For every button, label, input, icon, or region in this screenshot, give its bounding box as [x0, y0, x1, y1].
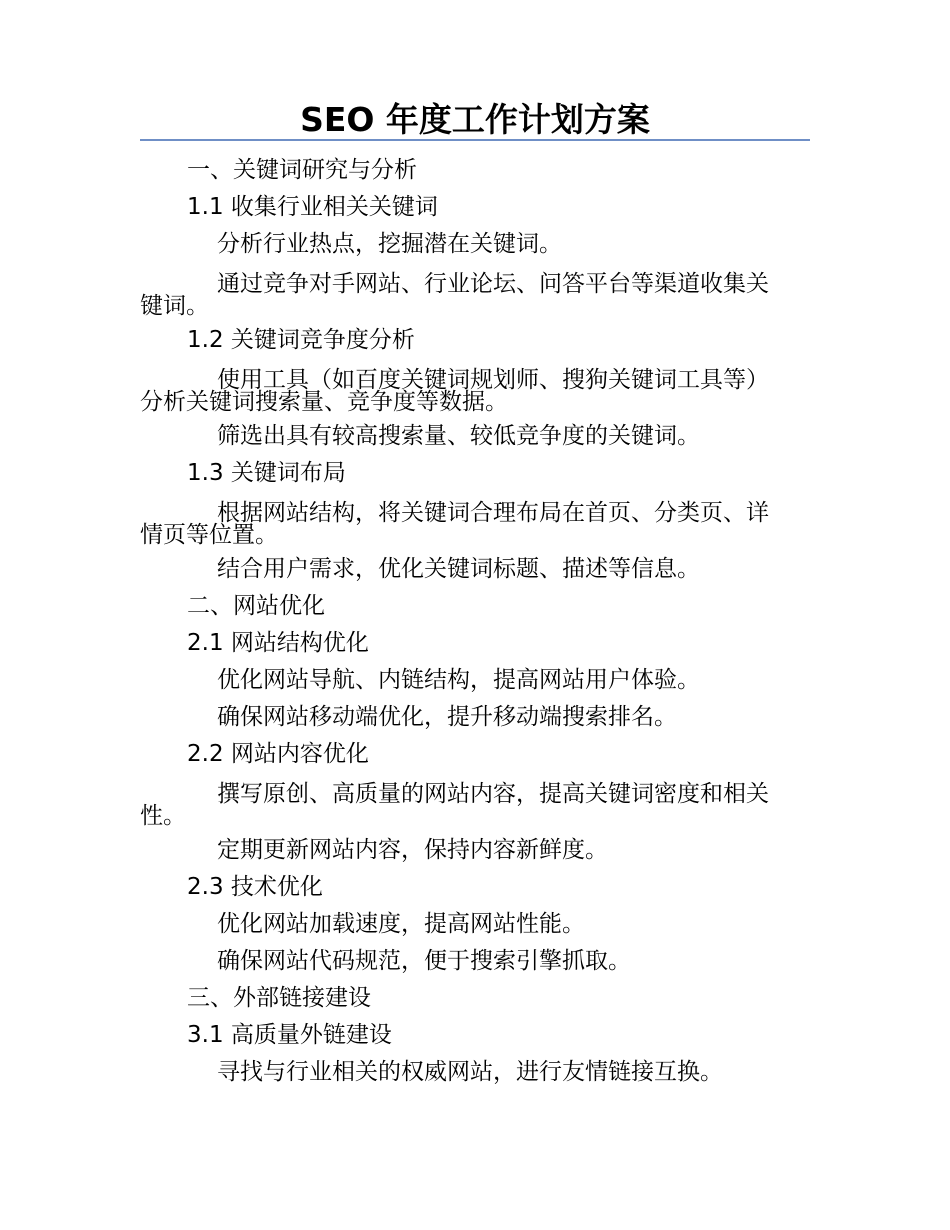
document-title: SEO 年度工作计划方案: [300, 100, 650, 139]
body-paragraph: 使用工具（如百度关键词规划师、搜狗关键词工具等）分析关键词搜索量、竞争度等数据。: [140, 367, 769, 415]
subsection-heading: 2.3 技术优化: [187, 874, 323, 900]
section-heading: 二、网站优化: [187, 593, 325, 619]
body-paragraph: 根据网站结构，将关键词合理布局在首页、分类页、详情页等位置。: [140, 500, 769, 548]
body-paragraph: 结合用户需求，优化关键词标题、描述等信息。: [217, 556, 700, 582]
body-paragraph: 撰写原创、高质量的网站内容，提高关键词密度和相关性。: [140, 781, 769, 829]
body-paragraph: 定期更新网站内容，保持内容新鲜度。: [217, 837, 608, 863]
body-paragraph: 筛选出具有较高搜索量、较低竞争度的关键词。: [217, 423, 700, 449]
body-paragraph: 寻找与行业相关的权威网站，进行友情链接互换。: [217, 1059, 723, 1085]
body-paragraph: 通过竞争对手网站、行业论坛、问答平台等渠道收集关键词。: [140, 271, 769, 319]
body-paragraph: 优化网站加载速度，提高网站性能。: [217, 911, 585, 937]
subsection-heading: 1.2 关键词竞争度分析: [187, 327, 415, 353]
document-body: [140, 152, 790, 1091]
section-heading: 三、外部链接建设: [187, 985, 371, 1011]
body-paragraph: 优化网站导航、内链结构，提高网站用户体验。: [217, 667, 700, 693]
subsection-heading: 1.1 收集行业相关关键词: [187, 194, 438, 220]
subsection-heading: 1.3 关键词布局: [187, 460, 346, 486]
body-paragraph: 确保网站移动端优化，提升移动端搜索排名。: [217, 704, 677, 730]
subsection-heading: 2.2 网站内容优化: [187, 741, 369, 767]
body-paragraph: 分析行业热点，挖掘潜在关键词。: [217, 231, 562, 257]
subsection-heading: 3.1 高质量外链建设: [187, 1022, 392, 1048]
section-heading: 一、关键词研究与分析: [187, 157, 417, 183]
title-underline: [140, 139, 810, 141]
subsection-heading: 2.1 网站结构优化: [187, 630, 369, 656]
body-paragraph: 确保网站代码规范，便于搜索引擎抓取。: [217, 948, 631, 974]
